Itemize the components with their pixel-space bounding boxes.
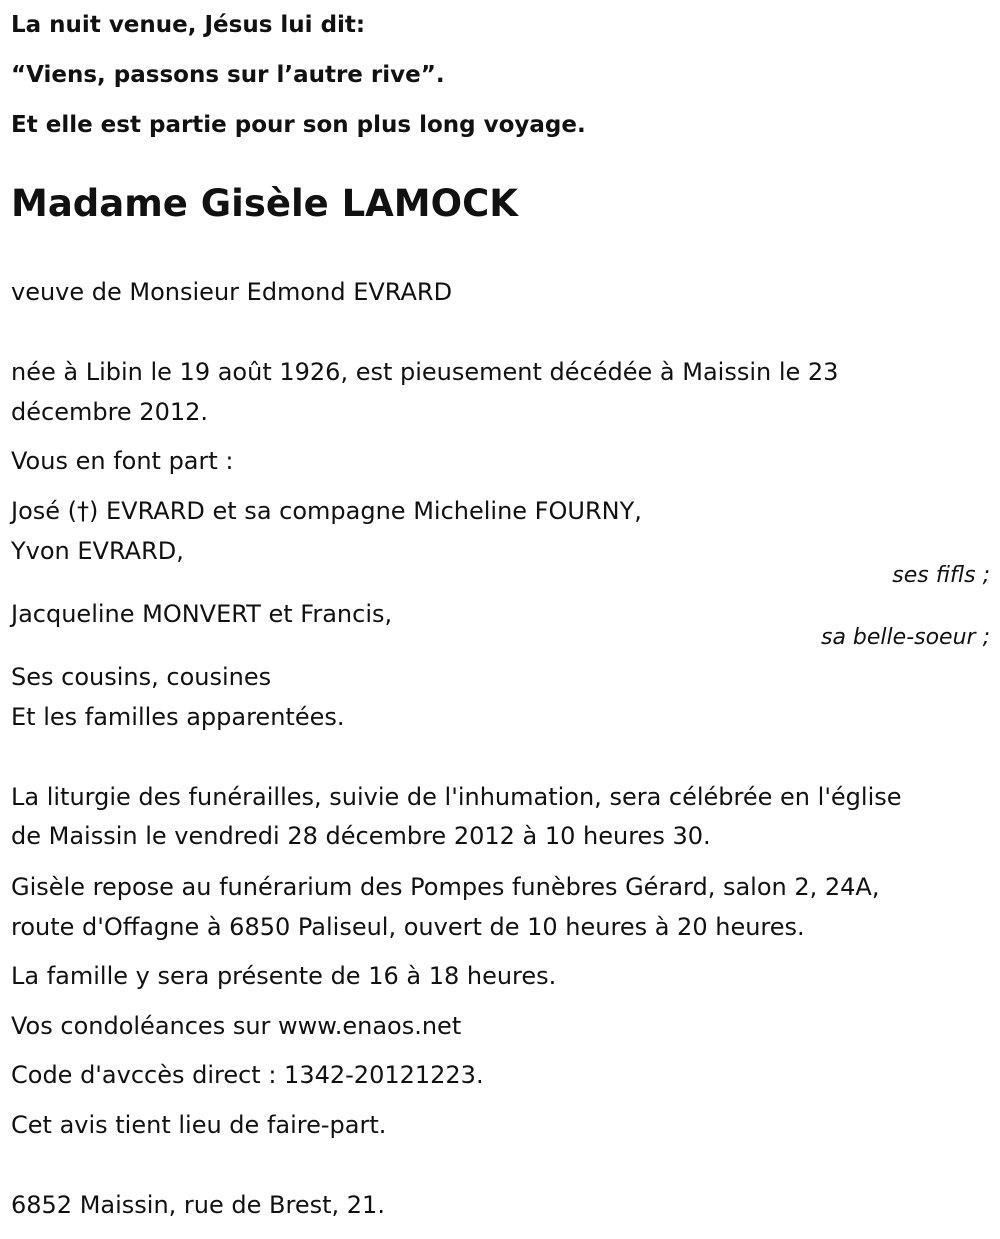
access-code: Code d'avccès direct : 1342-20121223. [11, 1061, 484, 1089]
family-presence: La famille y sera présente de 16 à 18 heures. [11, 962, 557, 990]
family-member-line: Et les familles apparentées. [11, 703, 345, 731]
liturgy-line-1: La liturgie des funérailles, suivie de l'inhumation, sera célébrée en l'église [11, 783, 902, 811]
notice-line: Cet avis tient lieu de faire-part. [11, 1111, 387, 1139]
family-member-line: Jacqueline MONVERT et Francis, [11, 600, 393, 628]
rest-line-2: route d'Offagne à 6850 Paliseul, ouvert de 10 heures à 20 heures. [11, 913, 805, 941]
quote-line-2: “Viens, passons sur l’autre rive”. [11, 62, 445, 88]
family-member-line: Ses cousins, cousines [11, 663, 272, 691]
liturgy-line-2: de Maissin le vendredi 28 décembre 2012 à 10 heures 30. [11, 822, 711, 850]
rest-line-1: Gisèle repose au funérarium des Pompes funèbres Gérard, salon 2, 24A, [11, 873, 880, 901]
birth-death-line-2: décembre 2012. [11, 398, 209, 426]
address: 6852 Maissin, rue de Brest, 21. [11, 1191, 385, 1219]
quote-line-1: La nuit venue, Jésus lui dit: [11, 12, 366, 38]
family-member-line: Yvon EVRARD, [11, 537, 184, 565]
announcement-intro: Vous en font part : [11, 447, 234, 475]
widow-of: veuve de Monsieur Edmond EVRARD [11, 278, 453, 306]
relation-label: sa belle-soeur ; [821, 625, 990, 650]
relation-label: ses fifls ; [892, 563, 990, 588]
quote-line-3: Et elle est partie pour son plus long voyage. [11, 112, 586, 138]
birth-death-line-1: née à Libin le 19 août 1926, est pieusement décédée à Maissin le 23 [11, 358, 839, 386]
family-member-line: José (†) EVRARD et sa compagne Micheline FOURNY, [11, 497, 642, 525]
condolences-line: Vos condoléances sur www.enaos.net [11, 1012, 462, 1040]
deceased-name: Madame Gisèle LAMOCK [11, 182, 518, 225]
